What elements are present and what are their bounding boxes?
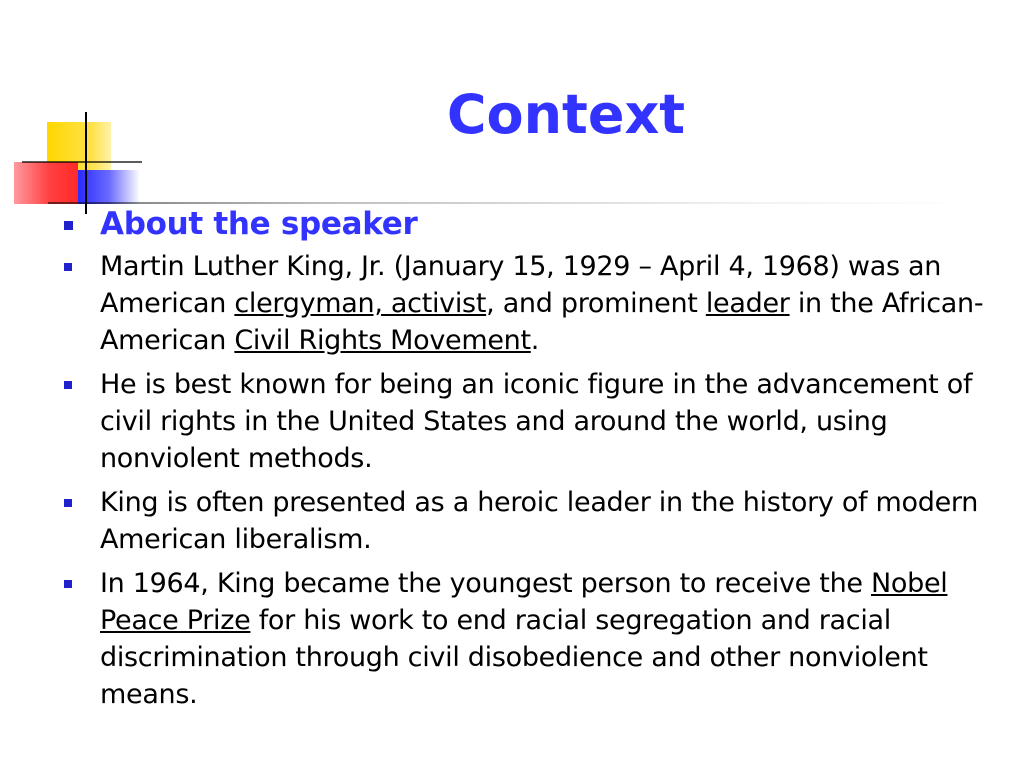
bullet-text: , and prominent [486,288,706,319]
heading-text: About the speaker [100,206,418,242]
list-item [64,565,984,713]
leader-link[interactable]: leader [705,288,790,319]
nobel-peace-prize-link[interactable]: Nobel Peace Prize [100,568,948,636]
list-item [64,248,984,359]
list-heading [64,204,984,244]
red-square [14,162,78,204]
list-item [64,366,984,477]
decorative-squares [0,0,160,220]
bullet-text: for his work to end racial segregation and racial discrimination through civil disobedience and other nonviolent means. [100,605,928,710]
civil-rights-movement-link[interactable]: Civil Rights Movement [234,325,531,356]
bullet-icon [64,381,72,389]
bullet-text: He is best known for being an iconic figure in the advancement of civil rights in the United States and around the world, using nonviolent methods. [100,369,973,474]
bullet-icon [64,499,72,507]
bullet-icon [64,221,73,230]
bullet-text: Martin Luther King, Jr. (January 15, 1929 – April 4, 1968) was an American [100,251,942,319]
bullet-text: in the African-American [100,288,984,356]
bullet-icon [64,580,72,588]
blue-square [78,170,140,204]
bullet-text: King is often presented as a heroic leader in the history of modern American liberalism. [100,487,979,555]
bullet-icon [64,263,72,271]
list-item [64,484,984,558]
bullet-text: . [530,325,540,356]
bullet-text: In 1964, King became the youngest person to receive the [100,568,871,599]
slide-title: Context [446,83,686,146]
clergyman-activist-link[interactable]: clergyman, activist [234,288,487,319]
bullet-list [64,204,984,720]
